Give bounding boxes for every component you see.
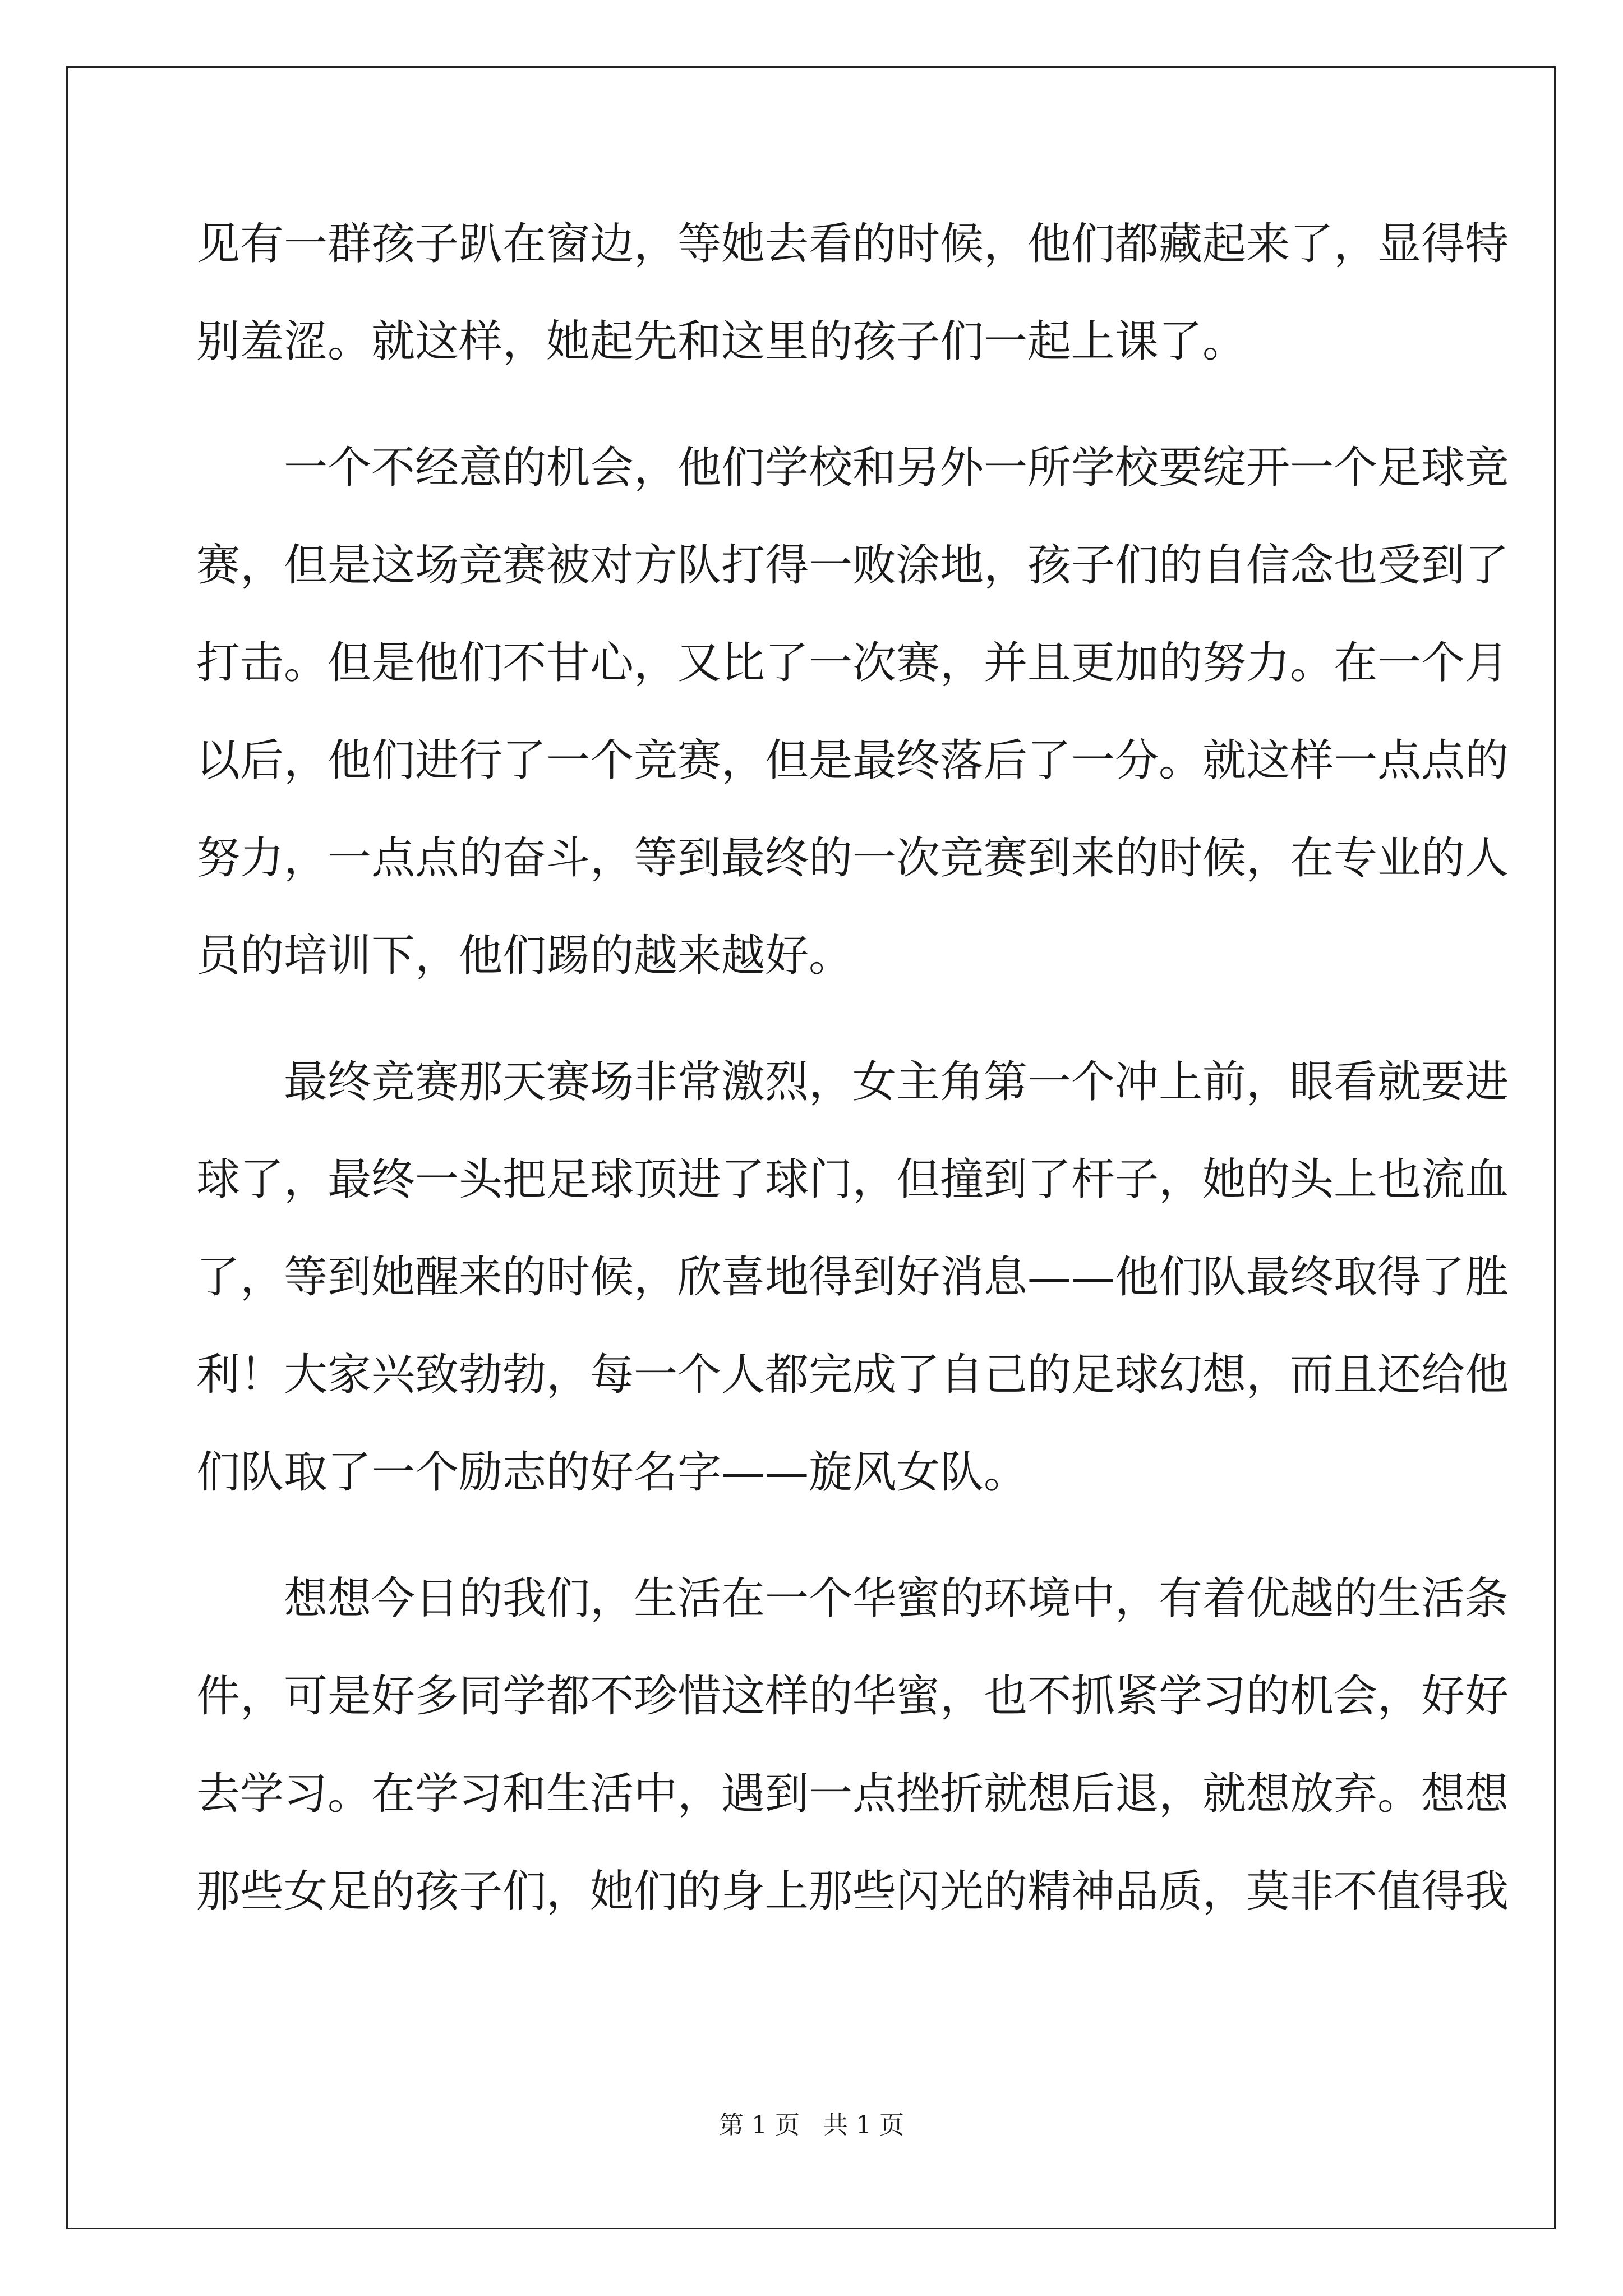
paragraph-first-line: 最终竞赛那天赛场非常激烈，女主角第一个冲上前，眼看就要进 (284, 1057, 1509, 1107)
text-line: 别羞涩。就这样，她起先和这里的孩子们一起上课了。 (196, 316, 1247, 367)
text-line: 努力，一点点的奋斗，等到最终的一次竞赛到来的时候，在专业的人 (196, 833, 1509, 884)
text-line: 那些女足的孩子们，她们的身上那些闪光的精神品质，莫非不值得我 (196, 1866, 1509, 1917)
text-line: 了，等到她醒来的时候，欣喜地得到好消息——他们队最终取得了胜 (196, 1252, 1509, 1303)
text-line: 去学习。在学习和生活中，遇到一点挫折就想后退，就想放弃。想想 (196, 1769, 1509, 1819)
text-line: 以后，他们进行了一个竞赛，但是最终落后了一分。就这样一点点的 (196, 735, 1509, 786)
text-line: 球了，最终一头把足球顶进了球门，但撞到了杆子，她的头上也流血 (196, 1154, 1509, 1205)
paragraph-first-line: 想想今日的我们，生活在一个华蜜的环境中，有着优越的生活条 (284, 1573, 1509, 1624)
text-line: 打击。但是他们不甘心，又比了一次赛，并且更加的努力。在一个月 (196, 638, 1509, 688)
text-line: 赛，但是这场竞赛被对方队打得一败涂地，孩子们的自信念也受到了 (196, 540, 1509, 591)
page-footer: 第 1 页 共 1 页 (719, 2111, 904, 2139)
text-line: 见有一群孩子趴在窗边，等她去看的时候，他们都藏起来了，显得特 (196, 219, 1509, 269)
text-line: 员的培训下，他们踢的越来越好。 (196, 931, 853, 981)
text-line: 利！大家兴致勃勃，每一个人都完成了自己的足球幻想，而且还给他 (196, 1350, 1509, 1400)
paragraph-first-line: 一个不经意的机会，他们学校和另外一所学校要绽开一个足球竞 (284, 443, 1509, 493)
text-line: 件，可是好多同学都不珍惜这样的华蜜，也不抓紧学习的机会，好好 (196, 1671, 1509, 1722)
text-line: 们队取了一个励志的好名字——旋风女队。 (196, 1447, 1028, 1498)
